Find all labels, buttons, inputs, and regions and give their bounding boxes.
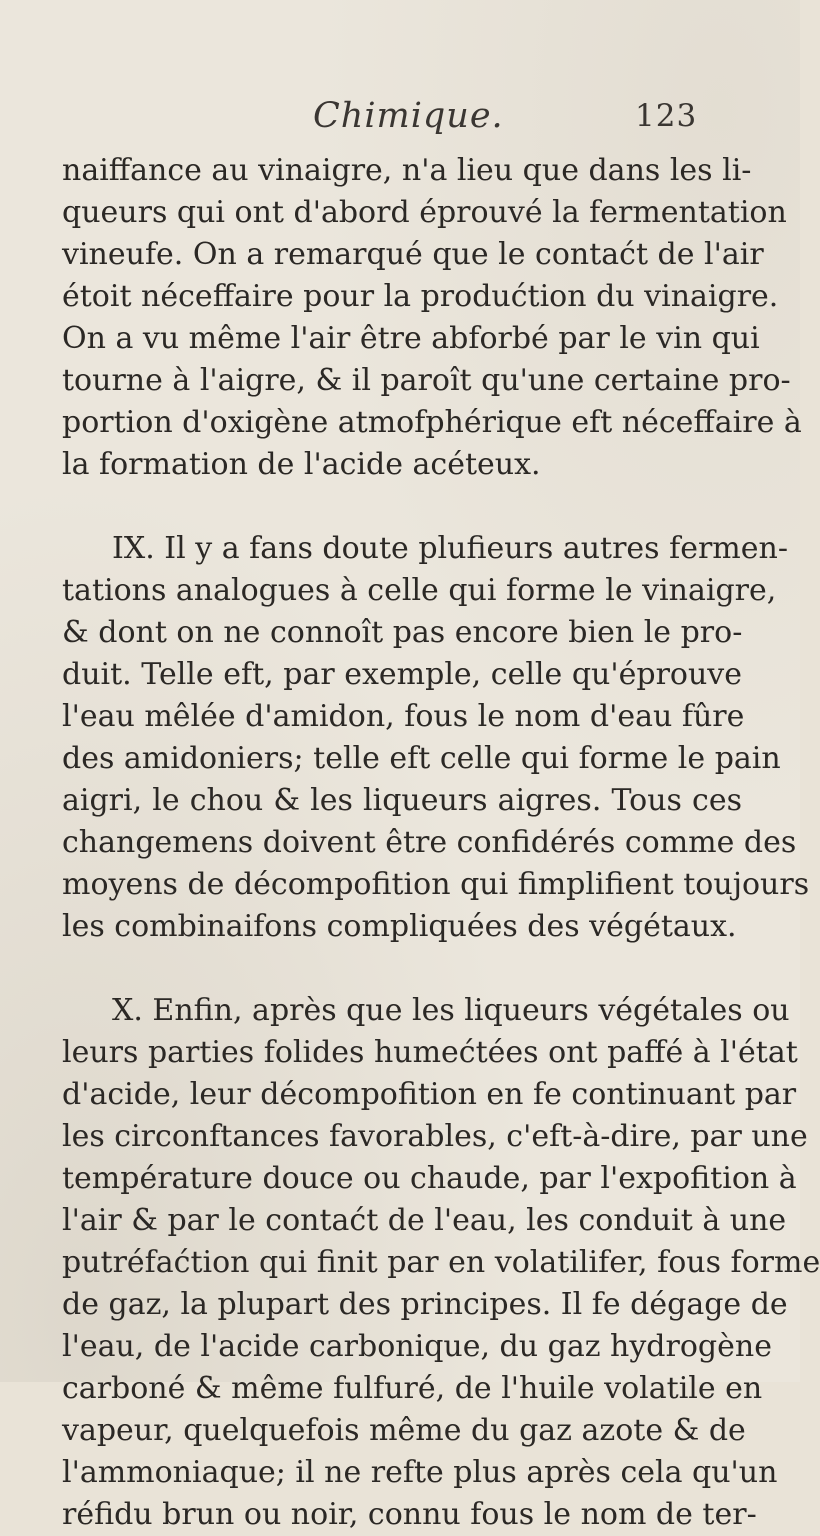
text-line: des amidoniers; telle eft celle qui forme le pain — [62, 741, 781, 776]
text-line: leurs parties folides humećtées ont paffé à l'état — [62, 1035, 798, 1070]
body-text — [62, 150, 820, 1536]
text-line: l'ammoniaque; il ne refte plus après cela qu'un — [62, 1455, 778, 1490]
text-line: putréfaćtion qui finit par en volatilifer, fous forme — [62, 1245, 820, 1280]
page-header — [0, 96, 800, 144]
text-line: aigri, le chou & les liqueurs aigres. Tous ces — [62, 783, 742, 818]
text-line: l'eau mêlée d'amidon, fous le nom d'eau fûre — [62, 699, 745, 734]
paragraph-1 — [62, 150, 802, 486]
text-line: vineufe. On a remarqué que le contaćt de l'air — [62, 237, 764, 272]
text-line: & dont on ne connoît pas encore bien le pro- — [62, 615, 743, 650]
page-number: 123 — [635, 98, 698, 134]
text-line: d'acide, leur décompofition en fe continuant par — [62, 1077, 797, 1112]
text-line: la formation de l'acide acéteux. — [62, 447, 541, 482]
text-line: température douce ou chaude, par l'expofition à — [62, 1161, 797, 1196]
text-line: moyens de décompofition qui fimplifient toujours — [62, 867, 810, 902]
paragraph-gap — [62, 486, 742, 528]
text-line: les circonftances favorables, c'eft-à-dire, par une — [62, 1119, 808, 1154]
text-line: X. Enfin, après que les liqueurs végétales ou — [112, 993, 790, 1028]
text-line: naiffance au vinaigre, n'a lieu que dans les li- — [62, 153, 752, 188]
paragraph-2 — [62, 528, 810, 948]
text-line: carboné & même fulfuré, de l'huile volatile en — [62, 1371, 763, 1406]
text-line: On a vu même l'air être abforbé par le vin qui — [62, 321, 760, 356]
text-line: IX. Il y a fans doute plufieurs autres fermen- — [112, 531, 788, 566]
paragraph-gap — [62, 948, 742, 990]
text-line: duit. Telle eft, par exemple, celle qu'éprouve — [62, 657, 742, 692]
text-line: les combinaifons compliquées des végétaux. — [62, 909, 737, 944]
text-line: tourne à l'aigre, & il paroît qu'une certaine pro- — [62, 363, 791, 398]
running-title: Chimique. — [313, 96, 504, 136]
text-line: portion d'oxigène atmofphérique eft néceffaire à — [62, 405, 802, 440]
text-line: queurs qui ont d'abord éprouvé la fermentation — [62, 195, 787, 230]
text-line: tations analogues à celle qui forme le vinaigre, — [62, 573, 777, 608]
text-line: de gaz, la plupart des principes. Il fe dégage de — [62, 1287, 788, 1322]
text-line: étoit néceffaire pour la produćtion du vinaigre. — [62, 279, 779, 314]
text-line: l'eau, de l'acide carbonique, du gaz hydrogène — [62, 1329, 772, 1364]
text-line: réfidu brun ou noir, connu fous le nom de ter- — [62, 1497, 757, 1532]
text-line: changemens doivent être confidérés comme des — [62, 825, 797, 860]
text-line: l'air & par le contaćt de l'eau, les conduit à une — [62, 1203, 787, 1238]
paragraph-3 — [62, 990, 820, 1536]
text-line: vapeur, quelquefois même du gaz azote & de — [62, 1413, 746, 1448]
